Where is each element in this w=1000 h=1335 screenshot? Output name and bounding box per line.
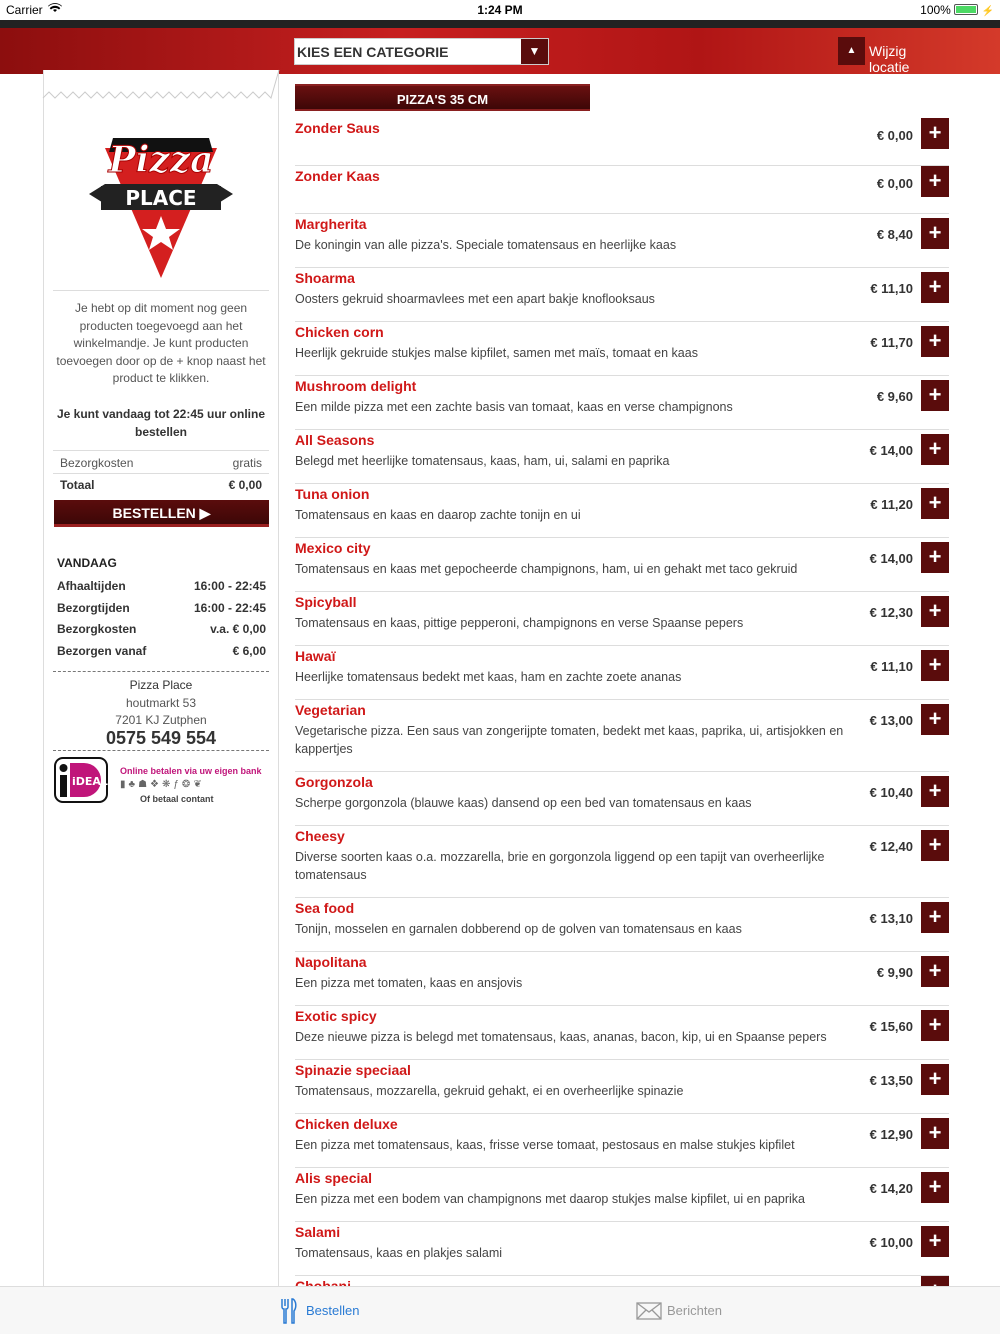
menu-item xyxy=(295,700,949,772)
change-location-label: Wijzig locatie xyxy=(869,43,910,75)
menu-item-name: Shoarma xyxy=(295,270,355,286)
menu-item-name: Mushroom delight xyxy=(295,378,417,394)
hours-label: Bezorgtijden xyxy=(57,601,130,615)
status-bar xyxy=(0,0,1000,20)
menu-item-description: Tonijn, mosselen en garnalen dobberend op de golven van tomatensaus en kaas xyxy=(295,922,742,936)
menu-item-name: Spicyball xyxy=(295,594,357,610)
menu-item-description: Diverse soorten kaas o.a. mozzarella, brie en gorgonzola liggend op een tapijt van overheerlijke tomatensaus xyxy=(295,850,825,882)
ideal-logo-text: iDEAL xyxy=(72,775,108,788)
envelope-icon xyxy=(636,1302,662,1320)
triangle-up-icon: ▲ xyxy=(838,37,865,65)
menu-item-name: Sea food xyxy=(295,900,355,916)
battery-icon xyxy=(954,4,978,15)
logo-text-pizza: Pizza xyxy=(108,139,214,181)
menu-item xyxy=(295,952,949,1006)
menu-item-name: Napolitana xyxy=(295,954,367,970)
menu-item xyxy=(295,484,949,538)
menu-item xyxy=(295,1168,949,1222)
today-heading: VANDAAG xyxy=(57,556,117,570)
tab-bestellen-label: Bestellen xyxy=(306,1303,360,1318)
total-row xyxy=(60,478,262,492)
add-to-cart-button[interactable]: + xyxy=(921,1064,949,1095)
menu-item-name: Hawaï xyxy=(295,648,336,664)
divider xyxy=(53,450,269,451)
ideal-logo xyxy=(54,757,108,803)
menu-item-price: € 8,40 xyxy=(876,227,913,242)
add-to-cart-button[interactable]: + xyxy=(921,166,949,197)
menu-item-price: € 9,60 xyxy=(876,389,913,404)
hours-label: Bezorgen vanaf xyxy=(57,644,147,658)
carrier-label: Carrier xyxy=(6,3,43,17)
menu-item-name: Spinazie speciaal xyxy=(295,1062,411,1078)
menu-item-description: Tomatensaus en kaas en daarop zachte tonijn en ui xyxy=(295,508,581,522)
change-location-button[interactable] xyxy=(838,37,950,75)
add-to-cart-button[interactable]: + xyxy=(921,902,949,933)
add-to-cart-button[interactable]: + xyxy=(921,1118,949,1149)
menu-item xyxy=(295,1060,949,1114)
menu-item xyxy=(295,826,949,898)
menu-item xyxy=(295,592,949,646)
menu-item-price: € 14,00 xyxy=(869,443,913,458)
logo-text-place: PLACE xyxy=(125,186,197,210)
menu-item-price: € 12,90 xyxy=(869,1127,913,1142)
empty-cart-message: Je hebt op dit moment nog geen producten toegevoegd aan het winkelmandje. Je kunt producten toevoegen door op de + knop naast het product te klikken. xyxy=(56,301,266,385)
menu-item-name: Chicken deluxe xyxy=(295,1116,398,1132)
hours-value: v.a. € 0,00 xyxy=(210,622,266,636)
menu-item-price: € 12,30 xyxy=(869,605,913,620)
menu-item-price: € 13,50 xyxy=(869,1073,913,1088)
menu-item-name: Margherita xyxy=(295,216,367,232)
add-to-cart-button[interactable]: + xyxy=(921,380,949,411)
menu-item-description: Tomatensaus, mozzarella, gekruid gehakt, ei en overheerlijke spinazie xyxy=(295,1084,684,1098)
menu-item-description: Scherpe gorgonzola (blauwe kaas) dansend op een bed van tomatensaus en kaas xyxy=(295,796,752,810)
menu-item-price: € 10,00 xyxy=(869,1235,913,1250)
total-label: Totaal xyxy=(60,478,95,492)
add-to-cart-button[interactable]: + xyxy=(921,1172,949,1203)
menu-item-description: Vegetarische pizza. Een saus van zongerijpte tomaten, bedekt met kaas, paprika, ui, artisjokken en kappertjes xyxy=(295,724,844,756)
total-value: € 0,00 xyxy=(228,478,262,492)
menu-item-name: Salami xyxy=(295,1224,341,1240)
add-to-cart-button[interactable]: + xyxy=(921,1010,949,1041)
add-to-cart-button[interactable]: + xyxy=(921,326,949,357)
shop-street: houtmarkt 53 xyxy=(125,696,197,710)
add-to-cart-button[interactable]: + xyxy=(921,272,949,303)
menu-item-description: Tomatensaus en kaas met gepocheerde champignons, ham, ui en gehakt met taco gekruid xyxy=(295,562,798,576)
category-select[interactable] xyxy=(294,38,549,65)
menu-item-price: € 12,40 xyxy=(869,839,913,854)
hours-value: 16:00 - 22:45 xyxy=(193,601,266,615)
menu-item-name: Zonder Kaas xyxy=(295,168,380,184)
delivery-cost-row xyxy=(60,456,262,470)
tab-berichten-label: Berichten xyxy=(667,1303,722,1318)
menu-item-description: Heerlijk gekruide stukjes malse kipfilet, samen met maïs, tomaat en kaas xyxy=(295,346,698,360)
pay-cash-note: Of betaal contant xyxy=(140,794,214,804)
menu-item-name: Vegetarian xyxy=(295,702,366,718)
menu-item xyxy=(295,772,949,826)
menu-item-price: € 15,60 xyxy=(869,1019,913,1034)
clock: 1:24 PM xyxy=(477,3,523,17)
menu-item-price: € 13,10 xyxy=(869,911,913,926)
menu-item xyxy=(295,1222,949,1276)
menu-item xyxy=(295,118,949,166)
add-to-cart-button[interactable]: + xyxy=(921,1226,949,1257)
menu-item-description: De koningin van alle pizza's. Speciale tomatensaus en heerlijke kaas xyxy=(295,238,677,252)
menu-item xyxy=(295,538,949,592)
menu-item-description: Tomatensaus, kaas en plakjes salami xyxy=(295,1246,503,1260)
add-to-cart-button[interactable]: + xyxy=(921,830,949,861)
menu-item-price: € 0,00 xyxy=(876,128,913,143)
add-to-cart-button[interactable]: + xyxy=(921,488,949,519)
order-button[interactable]: BESTELLEN ▶ xyxy=(54,500,269,527)
menu-item-description: Een pizza met een bodem van champignons met daarop stukjes malse kipfilet, ui en paprika xyxy=(295,1192,806,1206)
shop-city: 7201 KJ Zutphen xyxy=(115,713,207,727)
fork-knife-icon xyxy=(280,1298,298,1324)
shop-name: Pizza Place xyxy=(129,678,193,692)
menu-item xyxy=(295,376,949,430)
menu-item-description: Een milde pizza met een zachte basis van tomaat, kaas en verse champignons xyxy=(295,400,733,414)
menu-item-price: € 14,00 xyxy=(869,551,913,566)
battery-indicator xyxy=(920,3,994,17)
menu-item-name: Tuna onion xyxy=(295,486,370,502)
order-until-message: Je kunt vandaag tot 22:45 uur online bestellen xyxy=(56,407,266,439)
hours-value: € 6,00 xyxy=(232,644,266,658)
menu-item-name: Exotic spicy xyxy=(295,1008,377,1024)
menu-item-description: Oosters gekruid shoarmavlees met een apart bakje knoflooksaus xyxy=(295,292,655,306)
add-to-cart-button[interactable]: + xyxy=(921,596,949,627)
ideal-tagline: Online betalen via uw eigen bank xyxy=(120,766,262,776)
add-to-cart-button[interactable]: + xyxy=(921,776,949,807)
menu-item-description: Deze nieuwe pizza is belegd met tomatensaus, kaas, ananas, bacon, kip, ui en Spaanse pepers xyxy=(295,1030,827,1044)
menu-item xyxy=(295,646,949,700)
hours-value: 16:00 - 22:45 xyxy=(193,579,266,593)
menu-item xyxy=(295,1006,949,1060)
menu-item-description: Een pizza met tomatensaus, kaas, frisse verse tomaat, pestosaus en malse stukjes kipfilet xyxy=(295,1138,795,1152)
menu-item-description: Een pizza met tomaten, kaas en ansjovis xyxy=(295,976,523,990)
hours-label: Bezorgkosten xyxy=(57,622,137,636)
divider xyxy=(53,473,269,474)
menu-item xyxy=(295,268,949,322)
menu-item xyxy=(295,898,949,952)
menu-item-price: € 10,40 xyxy=(869,785,913,800)
menu-item-name: Alis special xyxy=(295,1170,373,1186)
add-to-cart-button[interactable]: + xyxy=(921,704,949,735)
add-to-cart-button[interactable]: + xyxy=(921,542,949,573)
divider xyxy=(53,290,269,291)
pizza-place-logo xyxy=(85,128,237,280)
section-title: PIZZA'S 35 CM xyxy=(295,84,590,111)
divider xyxy=(53,671,269,672)
add-to-cart-button[interactable]: + xyxy=(921,218,949,249)
menu-item-description: Heerlijke tomatensaus bedekt met kaas, ham en zachte zoete ananas xyxy=(295,670,682,684)
charging-icon: ⚡ xyxy=(981,6,994,17)
category-select-label: KIES EEN CATEGORIE xyxy=(297,44,449,60)
menu-item-price: € 11,70 xyxy=(870,335,913,350)
menu-item xyxy=(295,322,949,376)
menu-item-name: Gorgonzola xyxy=(295,774,373,790)
hours-label: Afhaaltijden xyxy=(57,579,126,593)
hours-row xyxy=(57,579,266,593)
menu-item-price: € 11,10 xyxy=(870,281,913,296)
hours-row xyxy=(57,644,266,658)
menu-item-name: Chicken corn xyxy=(295,324,384,340)
menu-item xyxy=(295,214,949,268)
tab-bestellen[interactable] xyxy=(278,1287,368,1335)
menu-item-price: € 13,00 xyxy=(869,713,913,728)
battery-percent: 100% xyxy=(920,3,951,17)
tab-bar xyxy=(0,1286,1000,1334)
menu-item-price: € 9,90 xyxy=(876,965,913,980)
add-to-cart-button[interactable]: + xyxy=(921,956,949,987)
add-to-cart-button[interactable]: + xyxy=(921,118,949,149)
hours-row xyxy=(57,601,266,615)
menu-list xyxy=(295,118,949,1286)
shop-phone[interactable]: 0575 549 554 xyxy=(105,728,217,748)
bank-logos-icon: ▮♣☗❖❋ƒ❂❦ xyxy=(120,779,205,790)
add-to-cart-button[interactable]: + xyxy=(921,650,949,681)
menu-item-name: All Seasons xyxy=(295,432,375,448)
chevron-down-icon[interactable]: ▼ xyxy=(521,39,548,64)
menu-item xyxy=(295,166,949,214)
menu-item xyxy=(295,1114,949,1168)
menu-item-description: Tomatensaus en kaas, pittige pepperoni, champignons en verse Spaanse pepers xyxy=(295,616,744,630)
divider xyxy=(53,750,269,751)
menu-item-price: € 11,10 xyxy=(870,659,913,674)
tab-berichten[interactable] xyxy=(636,1287,736,1335)
delivery-cost-label: Bezorgkosten xyxy=(60,456,134,470)
hours-row xyxy=(57,622,266,636)
menu-item xyxy=(295,430,949,484)
add-to-cart-button[interactable]: + xyxy=(921,434,949,465)
menu-item-price: € 0,00 xyxy=(876,176,913,191)
receipt-edge-decoration xyxy=(43,62,279,102)
menu-item-price: € 11,20 xyxy=(870,497,913,512)
menu-item-name: Mexico city xyxy=(295,540,371,556)
menu-item-price: € 14,20 xyxy=(869,1181,913,1196)
menu-item-name: Cheesy xyxy=(295,828,345,844)
delivery-cost-value: gratis xyxy=(232,456,262,470)
menu-item-description: Belegd met heerlijke tomatensaus, kaas, ham, ui, salami en paprika xyxy=(295,454,670,468)
menu-item-name: Zonder Saus xyxy=(295,120,380,136)
